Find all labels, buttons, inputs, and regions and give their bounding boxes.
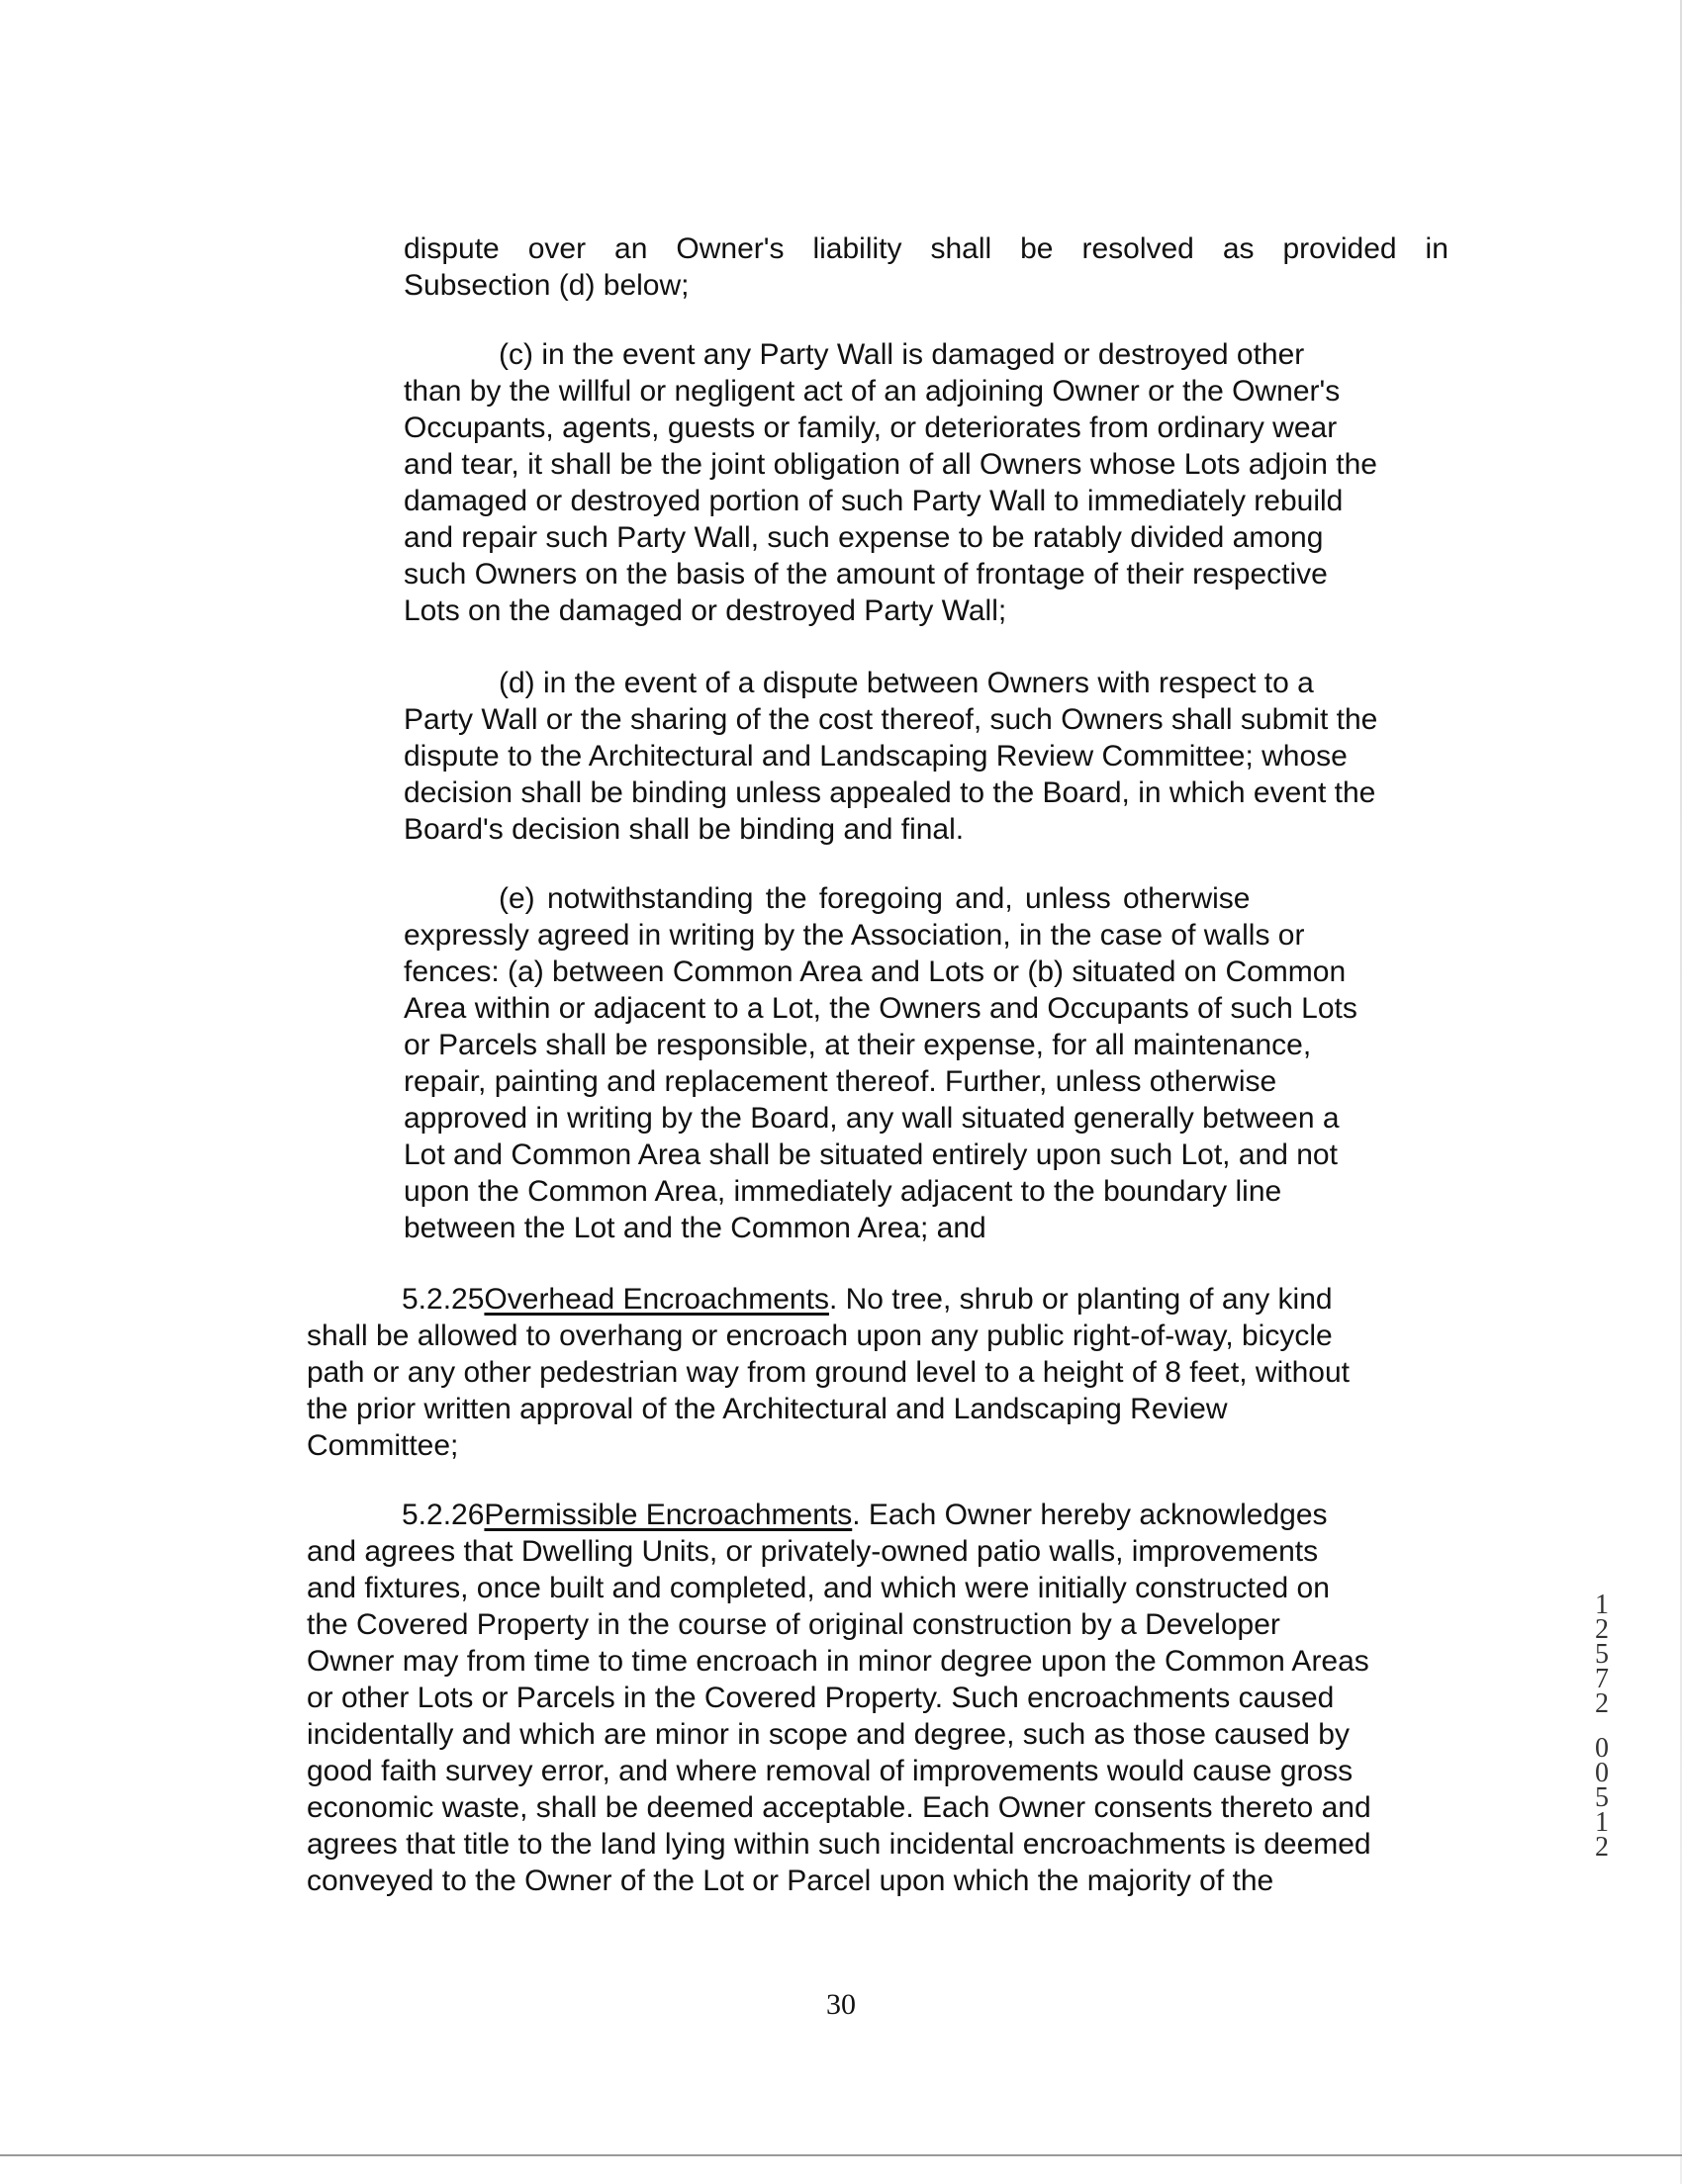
stamp-digit: 7 [1595, 1664, 1609, 1694]
word: resolved [1081, 232, 1194, 265]
section-5-2-26 [307, 1497, 1448, 1899]
paragraph-c-line: damaged or destroyed portion of such Party Wall to immediately rebuild [404, 485, 1344, 517]
word: be [1020, 232, 1054, 265]
scan-edge-bottom [0, 2154, 1682, 2156]
section-5-2-26-line: or other Lots or Parcels in the Covered Property. Such encroachments caused [307, 1682, 1335, 1714]
paragraph-e-line: (e) notwithstanding the foregoing and, unless otherwise [499, 882, 1251, 915]
section-5-2-25-line: the prior written approval of the Architectural and Landscaping Review [307, 1393, 1228, 1425]
section-first-line-text: . Each Owner hereby acknowledges [852, 1499, 1328, 1531]
stamp-digit: 1 [1595, 1807, 1609, 1838]
paragraph-c [404, 336, 1448, 629]
section-heading: Overhead Encroachments [484, 1283, 829, 1316]
word: an [614, 232, 648, 265]
paragraph-d-line: decision shall be binding unless appealed to the Board, in which event the [404, 776, 1376, 809]
paragraph-e-line: fences: (a) between Common Area and Lots or (b) situated on Common [404, 956, 1347, 988]
paragraph-c-line: Lots on the damaged or destroyed Party Wall; [404, 594, 1007, 627]
paragraph-c-line: and repair such Party Wall, such expense to be ratably divided among [404, 521, 1324, 554]
section-5-2-26-line: conveyed to the Owner of the Lot or Parcel upon which the majority of the [307, 1865, 1274, 1897]
stamp-digit: 5 [1595, 1639, 1609, 1670]
section-5-2-26-line: and agrees that Dwelling Units, or privately-owned patio walls, improvements [307, 1535, 1319, 1568]
paragraph-d-line: dispute to the Architectural and Landscaping Review Committee; whose [404, 740, 1348, 773]
section-5-2-25-line: path or any other pedestrian way from ground level to a height of 8 feet, without [307, 1356, 1350, 1389]
section-5-2-26-line: economic waste, shall be deemed acceptable. Each Owner consents thereto and [307, 1791, 1371, 1824]
paragraph-d [404, 665, 1448, 848]
word: shall [930, 232, 992, 265]
paragraph-e [404, 880, 1448, 1246]
word: provided [1282, 232, 1397, 265]
section-5-2-26-line: the Covered Property in the course of original construction by a Developer [307, 1608, 1280, 1641]
section-first-line-text: . No tree, shrub or planting of any kind [828, 1283, 1333, 1316]
word: in [1425, 232, 1448, 265]
section-5-2-25-line: shall be allowed to overhang or encroach upon any public right-of-way, bicycle [307, 1320, 1333, 1352]
paragraph-e-line: expressly agreed in writing by the Association, in the case of walls or [404, 919, 1305, 952]
stamp-digit: 1 [1595, 1590, 1609, 1620]
word: dispute [404, 232, 500, 265]
paragraph-c-line: and tear, it shall be the joint obligation of all Owners whose Lots adjoin the [404, 448, 1377, 481]
word: over [527, 232, 587, 265]
paragraph-d-line: (d) in the event of a dispute between Owners with respect to a [499, 667, 1314, 699]
stamp-digit: 2 [1595, 1614, 1609, 1645]
section-5-2-26-line: agrees that title to the land lying within such incidental encroachments is deemed [307, 1828, 1371, 1861]
paragraph-c-line: (c) in the event any Party Wall is damaged or destroyed other [499, 338, 1305, 371]
paragraph-e-line: repair, painting and replacement thereof. Further, unless otherwise [404, 1065, 1277, 1098]
margin-recording-stamp [1587, 1590, 1617, 1863]
section-5-2-26-line: Owner may from time to time encroach in minor degree upon the Common Areas [307, 1645, 1369, 1678]
paragraph-c-line: than by the willful or negligent act of an adjoining Owner or the Owner's [404, 375, 1341, 408]
paragraph-b-line-2: Subsection (d) below; [404, 269, 690, 302]
word: liability [812, 232, 902, 265]
paragraph-e-line: Lot and Common Area shall be situated entirely upon such Lot, and not [404, 1138, 1338, 1171]
stamp-digit: 0 [1595, 1733, 1609, 1764]
page-number: 30 [826, 1988, 856, 2021]
section-number: 5.2.25 [402, 1283, 485, 1316]
paragraph-b-line-1 [404, 230, 1448, 267]
paragraph-b-continuation [404, 230, 1448, 304]
section-5-2-25 [307, 1281, 1448, 1464]
section-5-2-26-line: good faith survey error, and where removal of improvements would cause gross [307, 1755, 1354, 1787]
paragraph-e-line: upon the Common Area, immediately adjacent to the boundary line [404, 1175, 1282, 1208]
stamp-digit: 0 [1595, 1758, 1609, 1788]
section-5-2-25-line: Committee; [307, 1429, 459, 1462]
paragraph-d-line: Party Wall or the sharing of the cost thereof, such Owners shall submit the [404, 703, 1378, 736]
paragraph-e-line: between the Lot and the Common Area; and [404, 1212, 986, 1244]
section-number: 5.2.26 [402, 1499, 485, 1531]
stamp-digit: 2 [1595, 1688, 1609, 1719]
paragraph-d-line: Board's decision shall be binding and final. [404, 813, 965, 846]
stamp-digit: 5 [1595, 1782, 1609, 1813]
stamp-digit: 2 [1595, 1832, 1609, 1863]
section-heading: Permissible Encroachments [484, 1499, 853, 1531]
paragraph-e-line: or Parcels shall be responsible, at their expense, for all maintenance, [404, 1029, 1312, 1061]
word: Owner's [676, 232, 785, 265]
word: as [1222, 232, 1255, 265]
paragraph-e-line: approved in writing by the Board, any wall situated generally between a [404, 1102, 1340, 1135]
paragraph-c-line: such Owners on the basis of the amount of frontage of their respective [404, 558, 1328, 591]
paragraph-e-line: Area within or adjacent to a Lot, the Owners and Occupants of such Lots [404, 992, 1357, 1025]
section-5-2-26-line: and fixtures, once built and completed, and which were initially constructed on [307, 1572, 1330, 1604]
section-5-2-26-line: incidentally and which are minor in scope and degree, such as those caused by [307, 1718, 1350, 1751]
paragraph-c-line: Occupants, agents, guests or family, or deteriorates from ordinary wear [404, 411, 1338, 444]
section-5-2-25-first-line [307, 1281, 1448, 1318]
section-5-2-26-first-line [307, 1497, 1448, 1533]
